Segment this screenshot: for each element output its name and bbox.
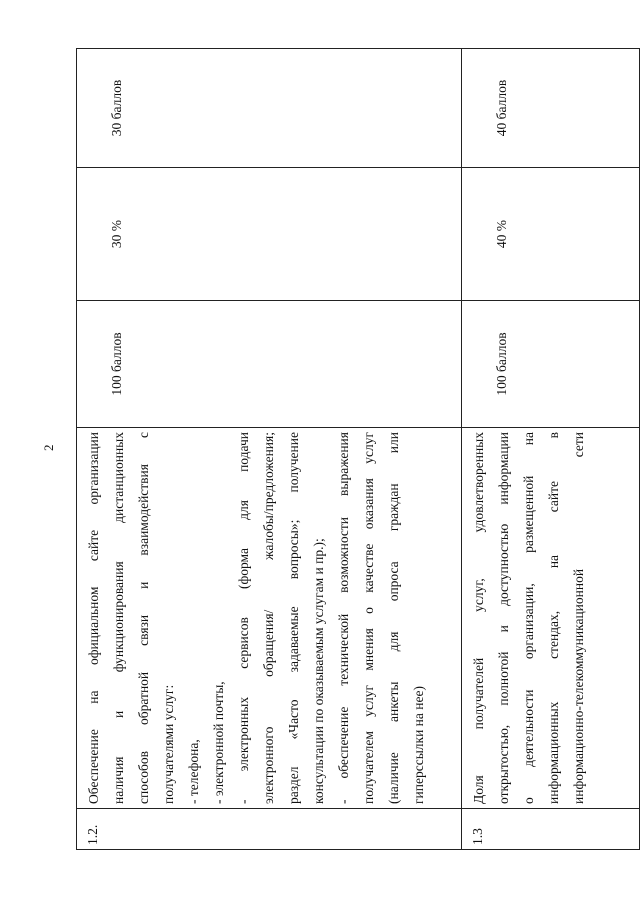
description-line: получателем услуг мнения о качестве оказания услуг — [361, 432, 376, 804]
row-number: 1.3 — [462, 809, 640, 850]
description-line: Обеспечение на официальном сайте организации — [86, 432, 101, 804]
weight-percent: 30 % — [77, 168, 462, 301]
page-number: 2 — [41, 444, 56, 451]
description-line: информационных стендах, на сайте в — [546, 432, 561, 804]
description-line: раздел «Часто задаваемые вопросы»; получение — [286, 432, 301, 804]
description-line: открытостью, полнотой и доступностью информации — [496, 432, 511, 804]
description-line: наличия и функционирования дистанционных — [111, 432, 126, 804]
description-line: получателями услуг: — [161, 684, 176, 804]
description-line: (наличие анкеты для опроса граждан или — [386, 432, 401, 804]
row-number: 1.2. — [77, 809, 462, 850]
criteria-table — [76, 48, 586, 850]
criterion-description — [462, 428, 640, 809]
description-line: - обеспечение технической возможности выражения — [336, 432, 351, 804]
description-line: электронного обращения/ жалобы/предложения; — [261, 432, 276, 804]
weight-percent: 40 % — [462, 168, 640, 301]
description-line: способов обратной связи и взаимодействия с — [136, 432, 151, 804]
description-line: - телефона, — [186, 739, 201, 804]
description-line: гиперссылки на нее) — [411, 686, 426, 804]
max-points: 100 баллов — [462, 301, 640, 428]
max-points: 100 баллов — [77, 301, 462, 428]
description-line: консультации по оказываемым услугам и пр.); — [311, 538, 326, 804]
description-line: о деятельности организации, размещенной на — [521, 432, 536, 804]
description-line: - электронных сервисов (форма для подачи — [236, 432, 251, 804]
criterion-description — [77, 428, 462, 809]
description-line: информационно-телекоммуникационной сети — [571, 432, 586, 804]
score: 40 баллов — [462, 49, 640, 168]
description-line: Доля получателей услуг, удовлетворенных — [471, 432, 486, 804]
score: 30 баллов — [77, 49, 462, 168]
table-row — [77, 49, 462, 850]
description-line: - электронной почты, — [211, 681, 226, 804]
table-row — [462, 49, 640, 850]
